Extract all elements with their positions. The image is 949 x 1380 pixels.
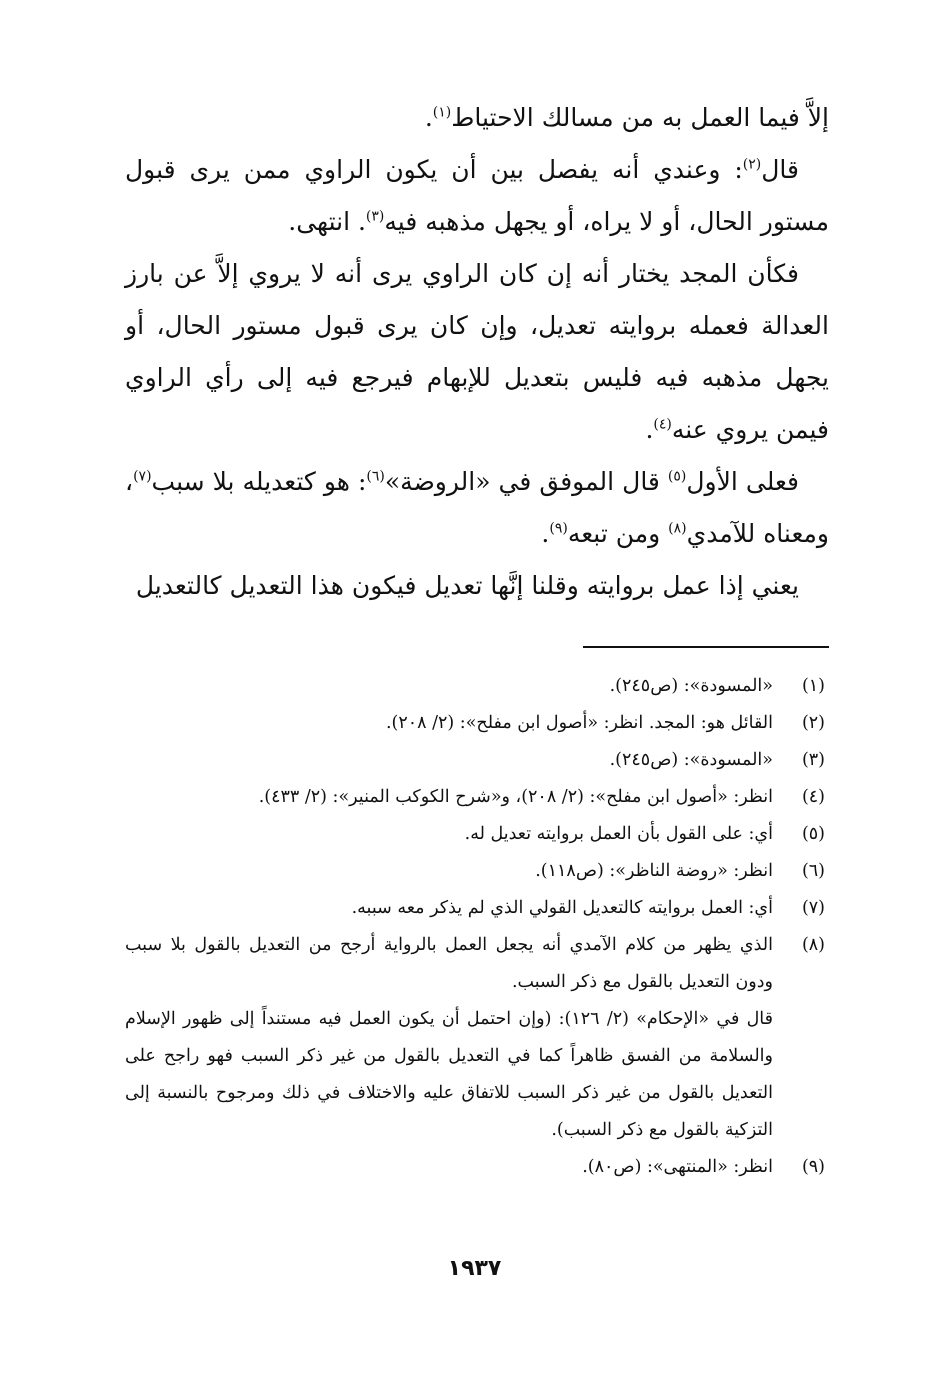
footnote-text-continued: قال في «الإحكام» (٢/ ١٢٦): (وإن احتمل أن يكون العمل فيه مستنداً إلى ظهور الإسلام والسلامة من الفسق ظاهراً كما في التعديل بالقول من غير ذكر السبب فهو راجح على التعديل بالقول من غير ذكر السبب للاتفاق عليه والاختلاف في ذلك ومرجوح بالنسبة إلى التزكية بالقول مع ذكر السبب). (125, 1009, 773, 1140)
footnote-number: (٣) (801, 750, 825, 770)
footnote-ref-3: (٣) (365, 208, 385, 225)
footnote-5 (125, 816, 829, 853)
footnote-ref-5: (٥) (667, 468, 687, 485)
text-span: يعني إذا عمل بروايته وقلنا إنَّها تعديل فيكون هذا التعديل كالتعديل (135, 571, 799, 600)
footnote-number: (٥) (801, 824, 825, 844)
footnote-4 (125, 779, 829, 816)
footnote-number: (٦) (801, 861, 825, 881)
footnote-ref-9: (٩) (549, 520, 568, 537)
page-number: ١٩٣٧ (447, 1256, 502, 1281)
footnote-number: (٤) (801, 787, 825, 807)
footnote-ref-1: (١) (432, 104, 452, 121)
footnote-ref-7: (٧) (133, 468, 152, 485)
paragraph-5 (125, 560, 829, 612)
footnote-ref-4: (٤) (653, 416, 672, 433)
footnote-number: (٧) (801, 898, 825, 918)
paragraph-4 (125, 456, 829, 560)
text-span: . (645, 415, 654, 444)
footnote-8 (125, 927, 829, 1149)
footnote-9 (125, 1149, 829, 1186)
footnote-text: «المسودة»: (ص٢٤٥). (609, 676, 773, 696)
footnote-text: الذي يظهر من كلام الآمدي أنه يجعل العمل بالرواية أرجح من التعديل بالقول بلا سبب ودون التعديل بالقول مع ذكر السبب. (125, 935, 773, 992)
footnote-1 (125, 668, 829, 705)
text-span: ومن تبعه (567, 519, 669, 548)
footnote-number: (٩) (801, 1157, 825, 1177)
text-span: . (424, 103, 433, 132)
main-text (125, 92, 829, 612)
text-span: إلاَّ فيما العمل به من مسالك الاحتياط (451, 103, 829, 132)
paragraph-1 (125, 92, 829, 144)
footnote-text: القائل هو: المجد. انظر: «أصول ابن مفلح»: (٢/ ٢٠٨). (385, 713, 773, 733)
footnote-text: انظر: «أصول ابن مفلح»: (٢/ ٢٠٨)، و«شرح الكوكب المنير»: (٢/ ٤٣٣). (258, 787, 773, 807)
footnote-text: انظر: «المنتهى»: (ص٨٠). (582, 1157, 773, 1177)
text-span: فعلى الأول (686, 467, 799, 496)
footnote-ref-2: (٢) (742, 156, 762, 173)
text-span: قال الموفق في «الروضة» (384, 467, 668, 496)
footnotes (125, 668, 829, 1186)
paragraph-3 (125, 248, 829, 456)
footnote-3 (125, 742, 829, 779)
footnote-text: انظر: «روضة الناظر»: (ص١١٨). (535, 861, 773, 881)
text-span: . (541, 519, 550, 548)
footnote-text: أي: على القول بأن العمل بروايته تعديل له. (464, 824, 773, 844)
footnote-separator (583, 646, 829, 648)
footnote-number: (٨) (801, 935, 825, 955)
text-span: فكأن المجد يختار أنه إن كان الراوي يرى أنه لا يروي إلاَّ عن بارز العدالة فعمله بروايته تعديل، وإن كان يرى قبول مستور الحال، أو يجهل مذهبه فيه فليس بتعديل للإبهام فيرجع فيه إلى رأي الراوي فيمن يروي عنه (125, 259, 829, 444)
text-span: قال (761, 155, 799, 184)
footnote-ref-6: (٦) (366, 468, 385, 485)
text-span: . انتهى. (288, 207, 366, 236)
footnote-text: «المسودة»: (ص٢٤٥). (609, 750, 773, 770)
footnote-2 (125, 705, 829, 742)
footnote-7 (125, 890, 829, 927)
footnote-text: أي: العمل بروايته كالتعديل القولي الذي لم يذكر معه سببه. (351, 898, 773, 918)
page-body (125, 92, 829, 612)
footnote-number: (١) (801, 676, 825, 696)
footnote-6 (125, 853, 829, 890)
footnote-number: (٢) (801, 713, 825, 733)
text-span: : وعندي أنه يفصل بين أن يكون الراوي ممن يرى قبول مستور الحال، أو لا يراه، أو يجهل مذهبه فيه (125, 155, 829, 236)
paragraph-2 (125, 144, 829, 248)
footnote-text-block (125, 927, 773, 1149)
footnote-ref-8: (٨) (668, 520, 687, 537)
text-span: ، ومعناه للآمدي (125, 467, 829, 548)
text-span: : هو كتعديله بلا سبب (151, 467, 367, 496)
